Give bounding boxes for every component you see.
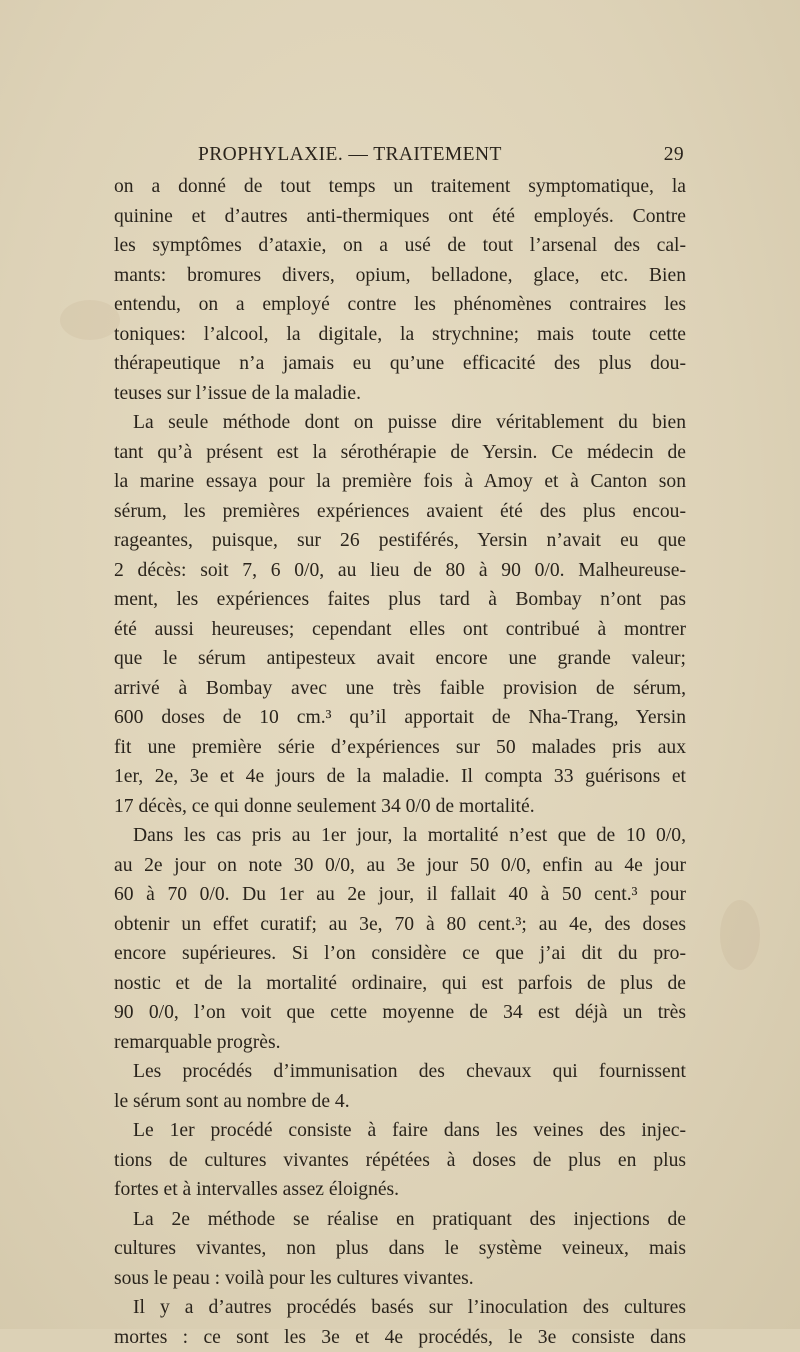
- text-line: La 2e méthode se réalise en pratiquant des injections de: [114, 1205, 686, 1235]
- text-line: obtenir un effet curatif; au 3e, 70 à 80 cent.³; au 4e, des doses: [114, 910, 686, 940]
- paper-stain: [60, 300, 120, 340]
- text-line: Le 1er procédé consiste à faire dans les veines des injec-: [114, 1116, 686, 1146]
- text-line: teuses sur l’issue de la maladie.: [114, 379, 686, 409]
- text-line: Les procédés d’immunisation des chevaux qui fournissent: [114, 1057, 686, 1087]
- text-line: La seule méthode dont on puisse dire véritablement du bien: [114, 408, 686, 438]
- text-line: sérum, les premières expériences avaient été des plus encou-: [114, 497, 686, 527]
- text-line: que le sérum antipesteux avait encore une grande valeur;: [114, 644, 686, 674]
- text-line: les symptômes d’ataxie, on a usé de tout l’arsenal des cal-: [114, 231, 686, 261]
- text-line: Dans les cas pris au 1er jour, la mortalité n’est que de 10 0/0,: [114, 821, 686, 851]
- text-line: sous le peau : voilà pour les cultures vivantes.: [114, 1264, 686, 1294]
- text-line: quinine et d’autres anti-thermiques ont été employés. Contre: [114, 202, 686, 232]
- running-head-title: PROPHYLAXIE. — TRAITEMENT: [198, 144, 502, 166]
- text-line: tant qu’à présent est la sérothérapie de Yersin. Ce médecin de: [114, 438, 686, 468]
- text-line: Il y a d’autres procédés basés sur l’inoculation des cultures: [114, 1293, 686, 1323]
- text-line: ment, les expériences faites plus tard à Bombay n’ont pas: [114, 585, 686, 615]
- text-line: thérapeutique n’a jamais eu qu’une efficacité des plus dou-: [114, 349, 686, 379]
- text-line: on a donné de tout temps un traitement symptomatique, la: [114, 172, 686, 202]
- text-line: fit une première série d’expériences sur 50 malades pris aux: [114, 733, 686, 763]
- text-line: remarquable progrès.: [114, 1028, 686, 1058]
- text-line: encore supérieures. Si l’on considère ce que j’ai dit du pro-: [114, 939, 686, 969]
- text-line: été aussi heureuses; cependant elles ont contribué à montrer: [114, 615, 686, 645]
- body-text: [114, 172, 686, 1352]
- text-line: mortes : ce sont les 3e et 4e procédés, le 3e consiste dans: [114, 1323, 686, 1352]
- text-line: tions de cultures vivantes répétées à doses de plus en plus: [114, 1146, 686, 1176]
- text-line: cultures vivantes, non plus dans le système veineux, mais: [114, 1234, 686, 1264]
- text-line: 1er, 2e, 3e et 4e jours de la maladie. Il compta 33 guérisons et: [114, 762, 686, 792]
- running-head: [198, 144, 684, 168]
- paper-stain: [720, 900, 760, 970]
- text-line: 60 à 70 0/0. Du 1er au 2e jour, il fallait 40 à 50 cent.³ pour: [114, 880, 686, 910]
- text-line: au 2e jour on note 30 0/0, au 3e jour 50 0/0, enfin au 4e jour: [114, 851, 686, 881]
- text-line: la marine essaya pour la première fois à Amoy et à Canton son: [114, 467, 686, 497]
- page-number: 29: [664, 144, 684, 166]
- text-line: mants: bromures divers, opium, belladone, glace, etc. Bien: [114, 261, 686, 291]
- text-line: arrivé à Bombay avec une très faible provision de sérum,: [114, 674, 686, 704]
- text-line: rageantes, puisque, sur 26 pestiférés, Yersin n’avait eu que: [114, 526, 686, 556]
- text-line: entendu, on a employé contre les phénomènes contraires les: [114, 290, 686, 320]
- text-line: 2 décès: soit 7, 6 0/0, au lieu de 80 à 90 0/0. Malheureuse-: [114, 556, 686, 586]
- text-line: 600 doses de 10 cm.³ qu’il apportait de Nha-Trang, Yersin: [114, 703, 686, 733]
- text-line: 17 décès, ce qui donne seulement 34 0/0 de mortalité.: [114, 792, 686, 822]
- text-line: fortes et à intervalles assez éloignés.: [114, 1175, 686, 1205]
- text-line: nostic et de la mortalité ordinaire, qui est parfois de plus de: [114, 969, 686, 999]
- text-line: toniques: l’alcool, la digitale, la strychnine; mais toute cette: [114, 320, 686, 350]
- text-line: le sérum sont au nombre de 4.: [114, 1087, 686, 1117]
- text-line: 90 0/0, l’on voit que cette moyenne de 34 est déjà un très: [114, 998, 686, 1028]
